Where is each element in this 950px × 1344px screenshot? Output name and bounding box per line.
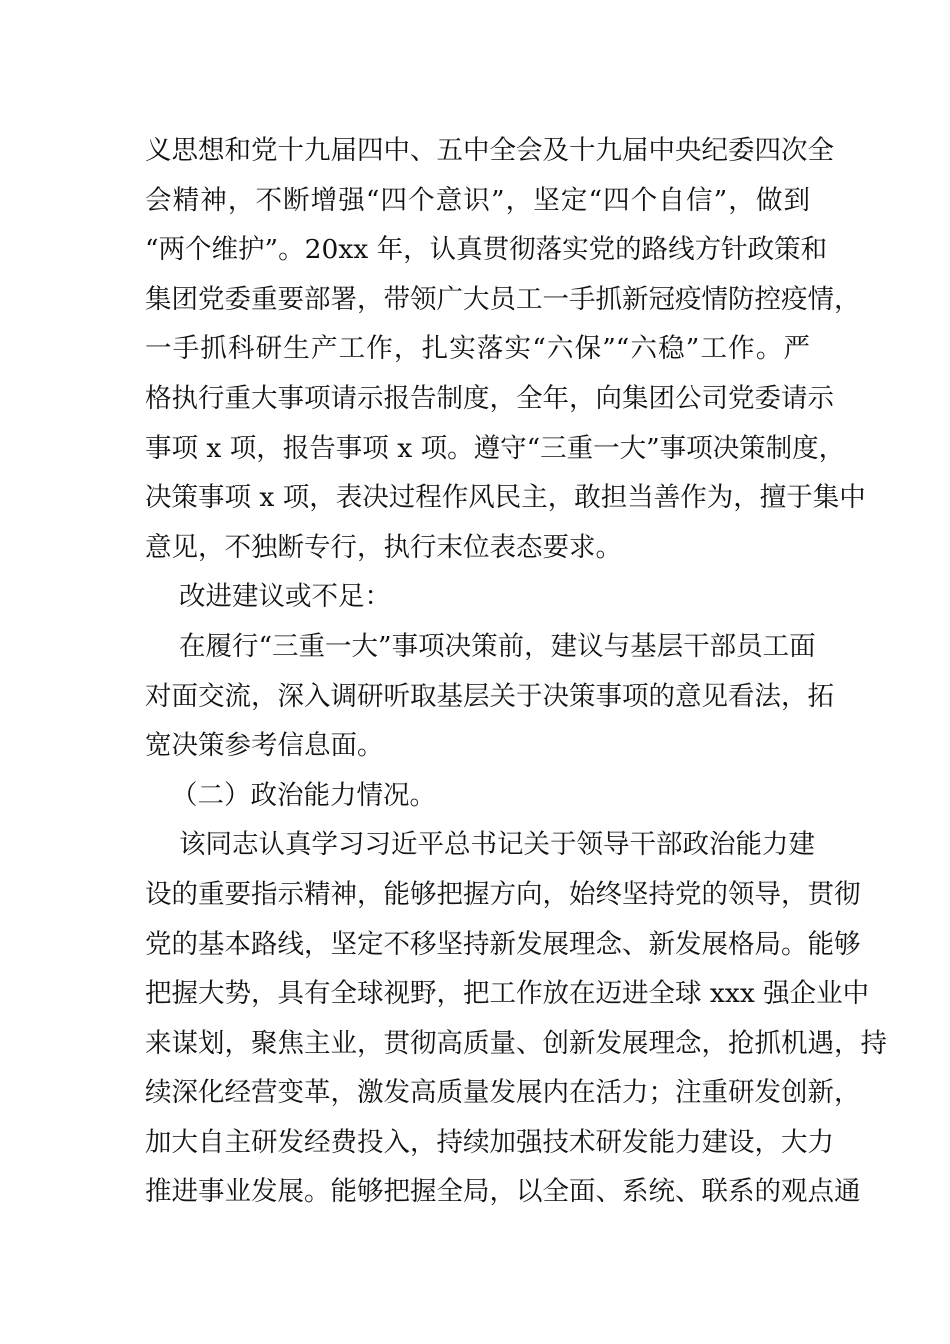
text-line: 意见，不独断专行，执行末位表态要求。: [145, 531, 622, 563]
section-label: 改进建议或不足：: [179, 581, 391, 613]
text-line: 决策事项 x 项，表决过程作风民主，敢担当善作为，擅于集中: [145, 482, 866, 514]
section-heading: （二）政治能力情况。: [171, 779, 436, 811]
text-line: 把握大势，具有全球视野，把工作放在迈进全球 xxx 强企业中: [145, 978, 870, 1010]
text-line: 集团党委重要部署，带领广大员工一手抓新冠疫情防控疫情，: [145, 283, 861, 315]
text-line: 一手抓科研生产工作，扎实落实“六保”“六稳”工作。严: [145, 333, 810, 365]
text-line: 在履行“三重一大”事项决策前，建议与基层干部员工面: [179, 630, 816, 662]
text-line: 推进事业发展。能够把握全局，以全面、系统、联系的观点通: [145, 1176, 861, 1208]
text-line: 宽决策参考信息面。: [145, 730, 384, 762]
text-line: 续深化经营变革，激发高质量发展内在活力；注重研发创新，: [145, 1077, 861, 1109]
text-line: 对面交流，深入调研听取基层关于决策事项的意见看法，拓: [145, 680, 834, 712]
document-body: [145, 126, 887, 1217]
text-line: 来谋划，聚焦主业，贯彻高质量、创新发展理念，抢抓机遇，持: [145, 1027, 887, 1059]
text-line: 设的重要指示精神，能够把握方向，始终坚持党的领导，贯彻: [145, 878, 861, 910]
text-line: 义思想和党十九届四中、五中全会及十九届中央纪委四次全: [145, 135, 834, 166]
text-line: 加大自主研发经费投入，持续加强技术研发能力建设，大力: [145, 1126, 834, 1158]
text-line: 会精神，不断增强“四个意识”，坚定“四个自信”，做到: [145, 184, 810, 216]
text-line: 党的基本路线，坚定不移坚持新发展理念、新发展格局。能够: [145, 928, 861, 960]
text-line: “两个维护”。20xx 年，认真贯彻落实党的路线方针政策和: [145, 234, 828, 266]
text-line: 事项 x 项，报告事项 x 项。遵守“三重一大”事项决策制度，: [145, 432, 846, 464]
text-line: 格执行重大事项请示报告制度，全年，向集团公司党委请示: [145, 382, 834, 414]
text-line: 该同志认真学习习近平总书记关于领导干部政治能力建: [179, 829, 815, 861]
